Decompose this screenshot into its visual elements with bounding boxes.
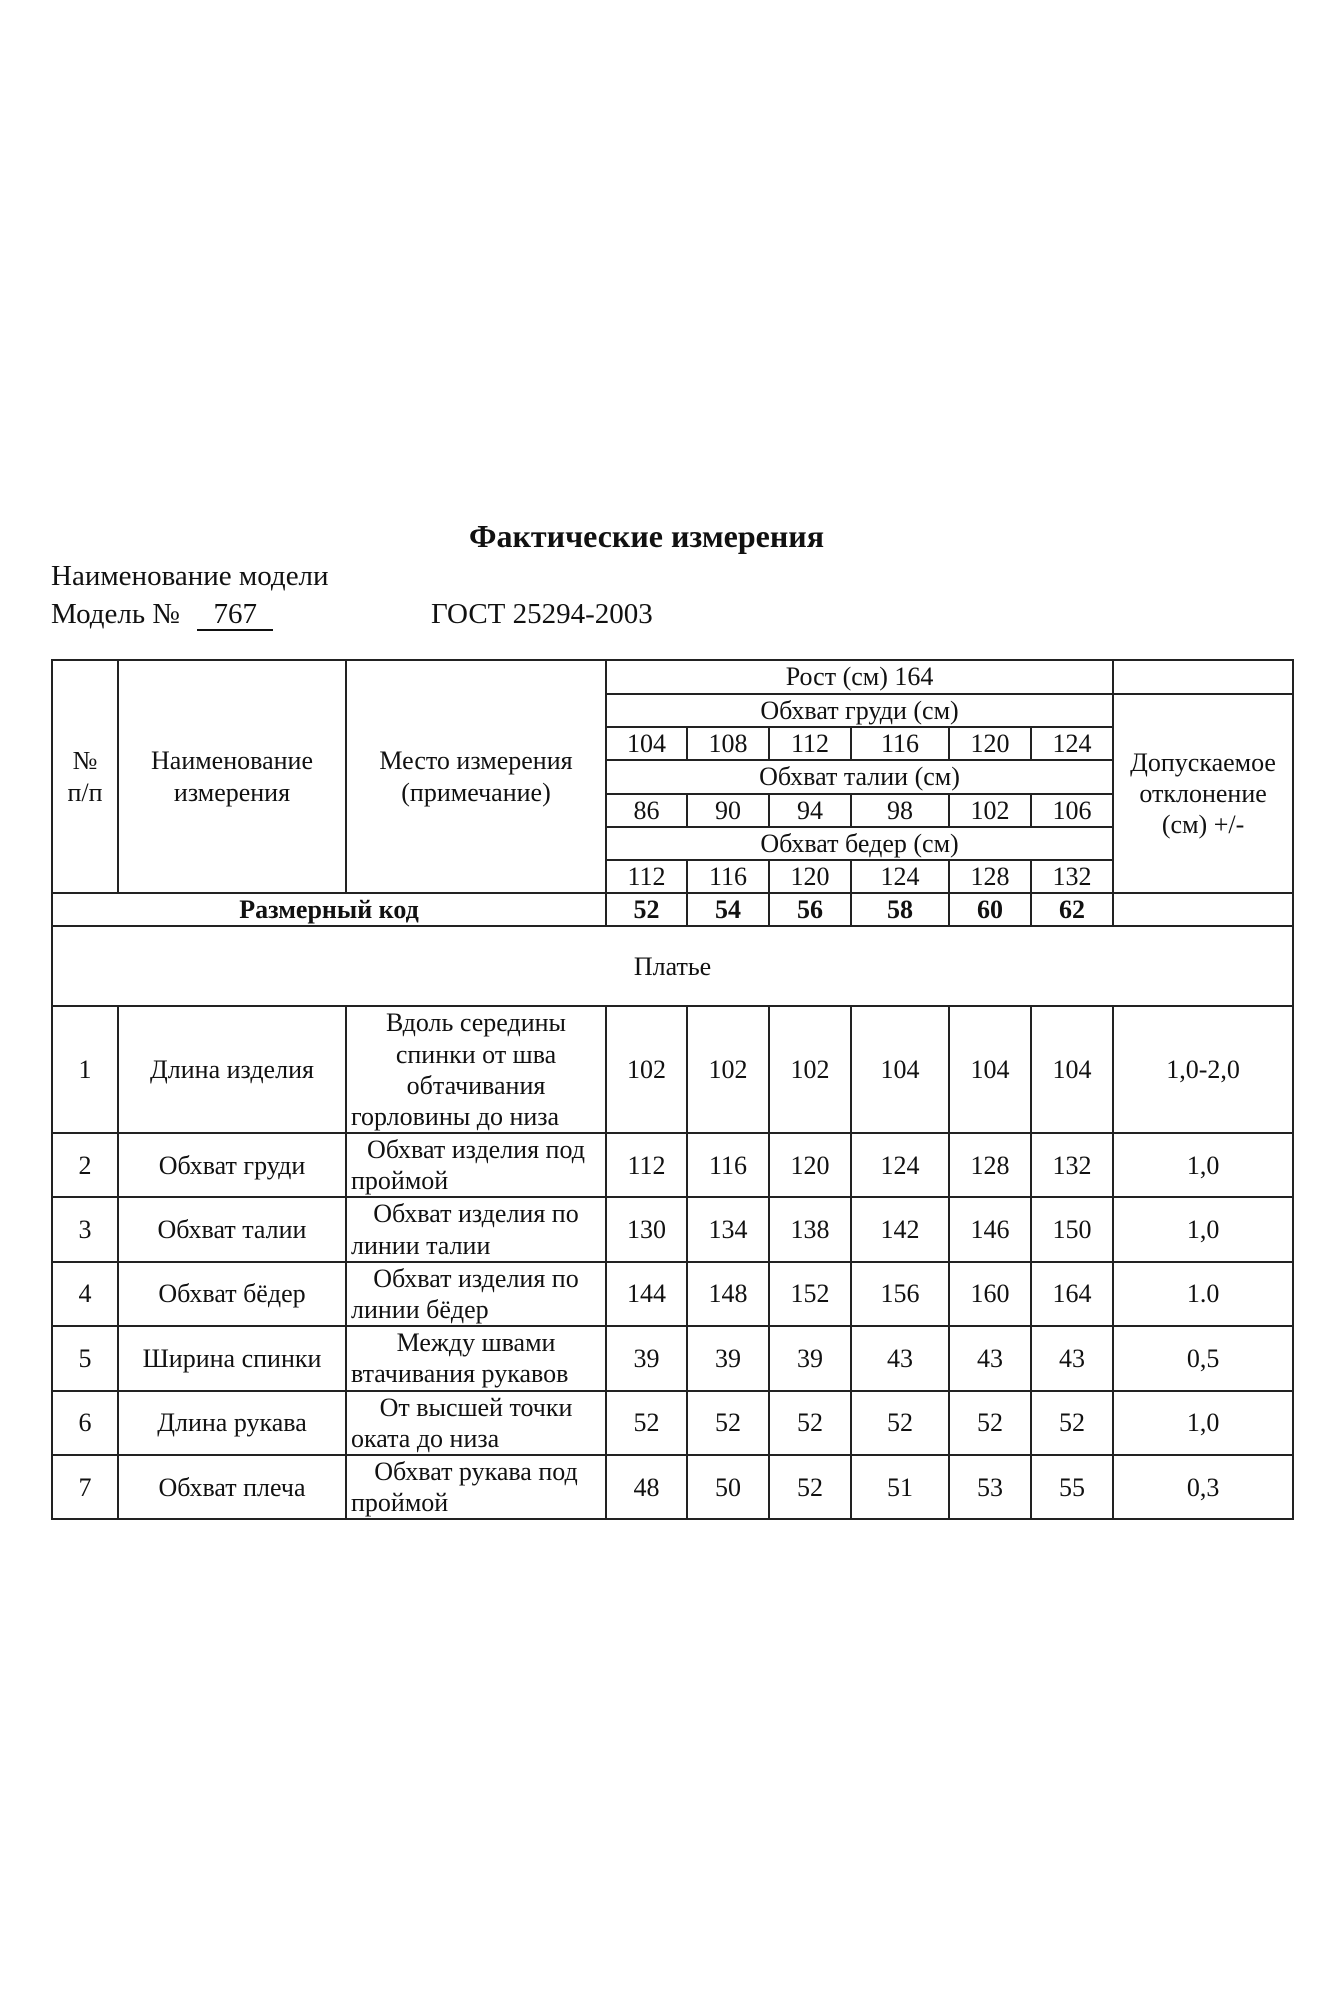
measurement-value: 43	[949, 1326, 1031, 1390]
waist-size: 90	[687, 794, 769, 827]
measurement-value: 43	[1031, 1326, 1113, 1390]
measurement-value: 130	[606, 1197, 687, 1261]
model-number: 767	[197, 599, 273, 631]
measurement-value: 52	[1031, 1391, 1113, 1455]
hips-size: 120	[769, 860, 851, 893]
measurement-value: 52	[606, 1391, 687, 1455]
measurement-name: Обхват плеча	[118, 1455, 346, 1519]
measurement-value: 150	[1031, 1197, 1113, 1261]
measurement-value: 148	[687, 1262, 769, 1326]
chest-size: 116	[851, 727, 949, 760]
row-number: 3	[52, 1197, 118, 1261]
waist-size: 106	[1031, 794, 1113, 827]
measurement-value: 164	[1031, 1262, 1113, 1326]
measurement-value: 160	[949, 1262, 1031, 1326]
measurement-value: 144	[606, 1262, 687, 1326]
measurement-note: Обхват рукава под проймой	[346, 1455, 606, 1519]
header-number-cell: № п/п	[52, 660, 118, 893]
measurement-note: Обхват изделия по линии бёдер	[346, 1262, 606, 1326]
measurement-value: 52	[769, 1391, 851, 1455]
measurement-name: Длина рукава	[118, 1391, 346, 1455]
measurement-value: 112	[606, 1133, 687, 1197]
gost-label: ГОСТ 25294-2003	[431, 598, 653, 630]
measurement-value: 132	[1031, 1133, 1113, 1197]
tolerance-value: 1.0	[1113, 1262, 1293, 1326]
measurement-value: 50	[687, 1455, 769, 1519]
tolerance-value: 1,0-2,0	[1113, 1006, 1293, 1133]
measurement-name: Обхват бёдер	[118, 1262, 346, 1326]
measurement-value: 156	[851, 1262, 949, 1326]
waist-size: 102	[949, 794, 1031, 827]
tolerance-value: 1,0	[1113, 1391, 1293, 1455]
chest-size: 120	[949, 727, 1031, 760]
waist-size: 86	[606, 794, 687, 827]
measurement-value: 146	[949, 1197, 1031, 1261]
table-row	[52, 1133, 1293, 1197]
table-row	[52, 1455, 1293, 1519]
hips-size: 116	[687, 860, 769, 893]
waist-header: Обхват талии (см)	[606, 760, 1113, 793]
size-code: 54	[687, 893, 769, 926]
measurement-value: 52	[949, 1391, 1031, 1455]
waist-size: 98	[851, 794, 949, 827]
size-code-tolerance-empty	[1113, 893, 1293, 926]
measurement-note: Вдоль середины спинки от шва обтачивания горловины до низа	[346, 1006, 606, 1133]
measurement-value: 116	[687, 1133, 769, 1197]
measurement-value: 55	[1031, 1455, 1113, 1519]
document-title: Фактические измерения	[468, 518, 825, 554]
chest-size: 124	[1031, 727, 1113, 760]
row-number: 7	[52, 1455, 118, 1519]
hips-size: 124	[851, 860, 949, 893]
size-code: 62	[1031, 893, 1113, 926]
chest-size: 108	[687, 727, 769, 760]
measurement-name: Обхват талии	[118, 1197, 346, 1261]
size-code: 56	[769, 893, 851, 926]
size-code-row	[52, 893, 1293, 926]
measurement-value: 138	[769, 1197, 851, 1261]
measurement-value: 39	[606, 1326, 687, 1390]
row-number: 1	[52, 1006, 118, 1133]
model-name-label: Наименование модели	[51, 560, 329, 592]
measurement-value: 102	[687, 1006, 769, 1133]
measurement-value: 104	[949, 1006, 1031, 1133]
measurement-value: 51	[851, 1455, 949, 1519]
hips-size: 128	[949, 860, 1031, 893]
measurement-value: 120	[769, 1133, 851, 1197]
measurement-value: 39	[687, 1326, 769, 1390]
size-code: 52	[606, 893, 687, 926]
tolerance-header: Допускаемое отклонение (см) +/-	[1113, 694, 1293, 893]
hips-size: 112	[606, 860, 687, 893]
measurement-note: Обхват изделия по линии талии	[346, 1197, 606, 1261]
chest-size: 104	[606, 727, 687, 760]
tolerance-value: 0,5	[1113, 1326, 1293, 1390]
measurement-value: 102	[606, 1006, 687, 1133]
table-row	[52, 1391, 1293, 1455]
waist-size: 94	[769, 794, 851, 827]
tolerance-header-top	[1113, 660, 1293, 694]
row-number: 6	[52, 1391, 118, 1455]
model-number-line	[51, 598, 273, 631]
measurements-table	[51, 659, 1294, 1520]
measurement-value: 53	[949, 1455, 1031, 1519]
table-row	[52, 1326, 1293, 1390]
chest-header: Обхват груди (см)	[606, 694, 1113, 727]
measurement-value: 52	[687, 1391, 769, 1455]
size-code: 60	[949, 893, 1031, 926]
tolerance-value: 1,0	[1113, 1197, 1293, 1261]
measurement-note: Между швами втачивания рукавов	[346, 1326, 606, 1390]
hips-size: 132	[1031, 860, 1113, 893]
row-number: 4	[52, 1262, 118, 1326]
table-row	[52, 1197, 1293, 1261]
header-name-cell: Наименование измерения	[118, 660, 346, 893]
header-place-cell: Место измерения (примечание)	[346, 660, 606, 893]
measurement-value: 43	[851, 1326, 949, 1390]
tolerance-value: 1,0	[1113, 1133, 1293, 1197]
measurement-value: 104	[1031, 1006, 1113, 1133]
hips-header: Обхват бедер (см)	[606, 827, 1113, 860]
section-title: Платье	[52, 926, 1293, 1006]
measurement-name: Обхват груди	[118, 1133, 346, 1197]
row-number: 5	[52, 1326, 118, 1390]
chest-size: 112	[769, 727, 851, 760]
size-code: 58	[851, 893, 949, 926]
row-number: 2	[52, 1133, 118, 1197]
measurement-value: 39	[769, 1326, 851, 1390]
table-row	[52, 1006, 1293, 1133]
measurement-note: От высшей точки оката до низа	[346, 1391, 606, 1455]
measurement-value: 124	[851, 1133, 949, 1197]
model-label: Модель №	[51, 598, 180, 630]
measurement-value: 128	[949, 1133, 1031, 1197]
size-code-label: Размерный код	[52, 893, 606, 926]
measurement-value: 48	[606, 1455, 687, 1519]
measurement-name: Длина изделия	[118, 1006, 346, 1133]
measurement-value: 104	[851, 1006, 949, 1133]
measurement-value: 102	[769, 1006, 851, 1133]
height-header: Рост (см) 164	[606, 660, 1113, 694]
table-row	[52, 1262, 1293, 1326]
measurement-value: 52	[851, 1391, 949, 1455]
measurement-note: Обхват изделия под проймой	[346, 1133, 606, 1197]
measurement-value: 142	[851, 1197, 949, 1261]
measurement-name: Ширина спинки	[118, 1326, 346, 1390]
measurement-value: 152	[769, 1262, 851, 1326]
tolerance-value: 0,3	[1113, 1455, 1293, 1519]
measurement-value: 52	[769, 1455, 851, 1519]
measurement-value: 134	[687, 1197, 769, 1261]
